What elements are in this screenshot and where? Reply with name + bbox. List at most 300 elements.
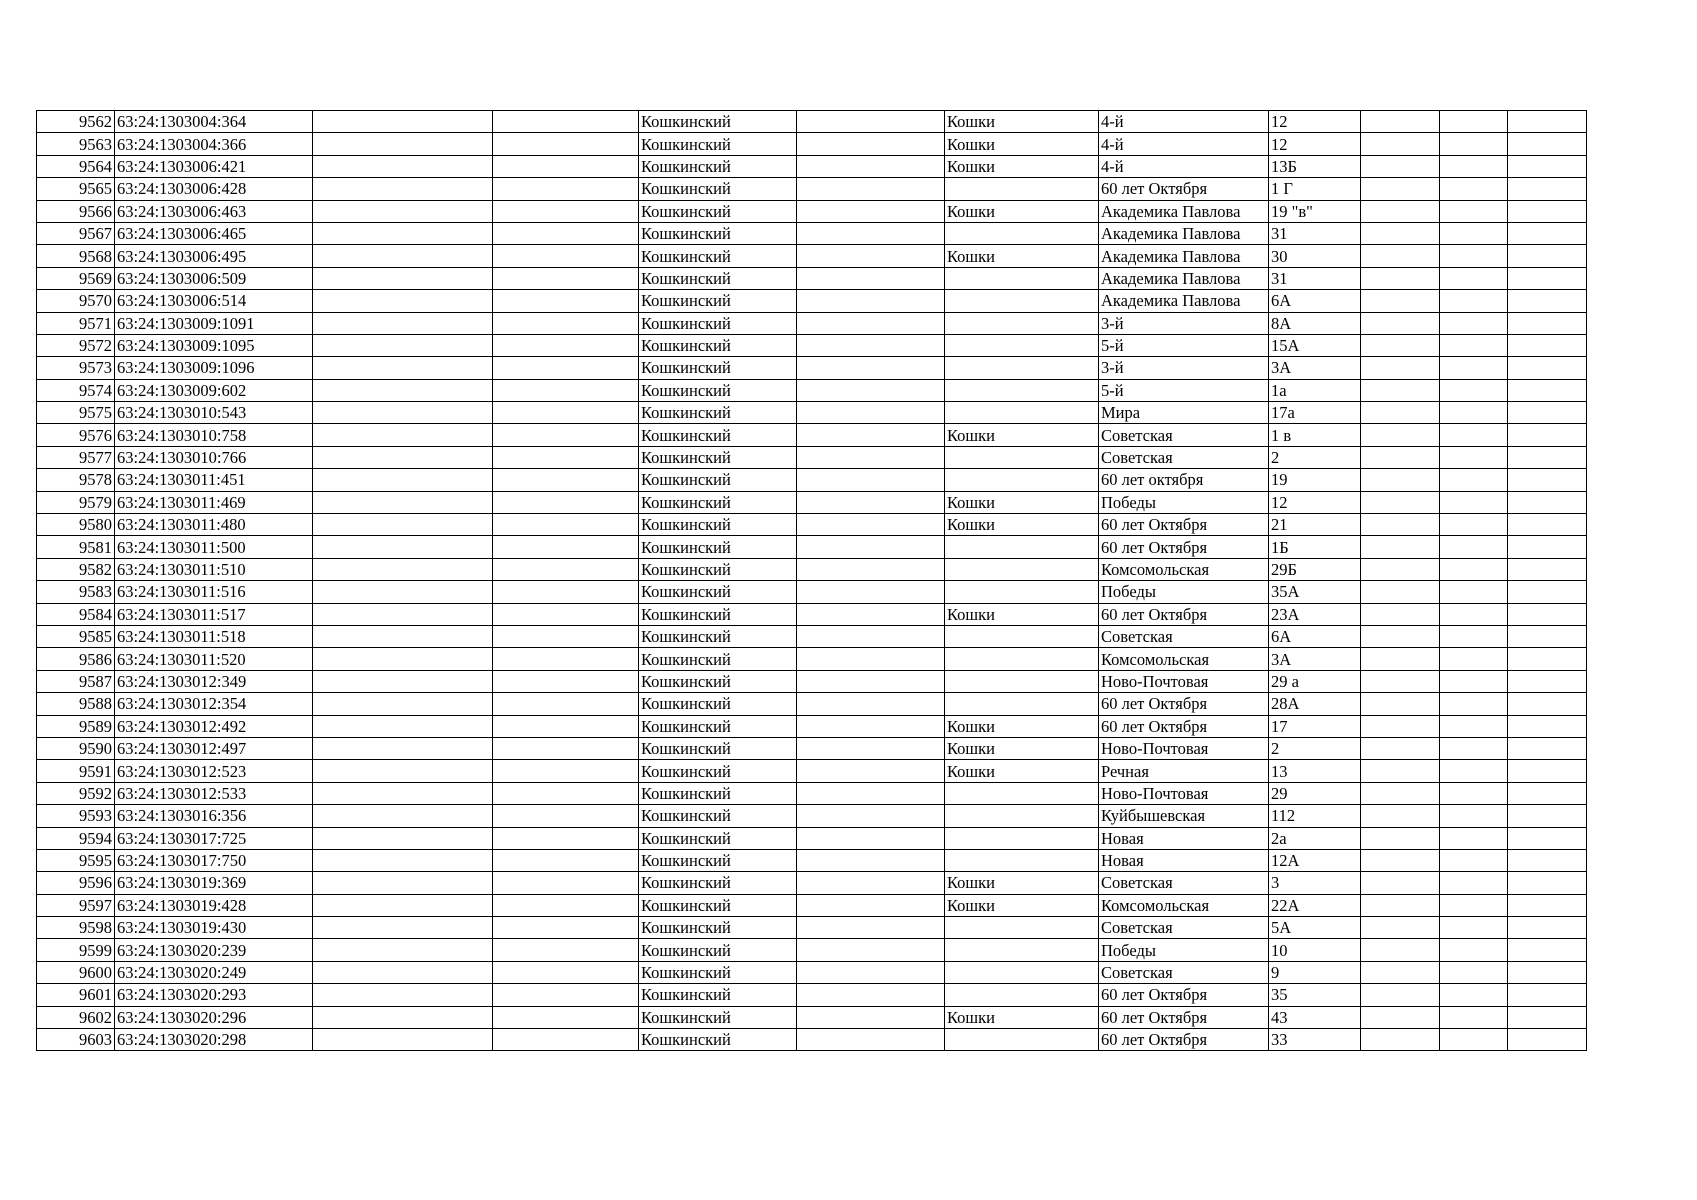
blank-cell-d-cell	[1361, 424, 1440, 446]
house-number-cell: 13	[1269, 760, 1361, 782]
blank-cell-e-cell	[1440, 1006, 1508, 1028]
blank-cell-d-cell	[1361, 111, 1440, 133]
blank-cell-e-cell	[1440, 111, 1508, 133]
blank-cell-f-cell	[1508, 737, 1587, 759]
cadastral-number-cell: 63:24:1303011:500	[115, 536, 313, 558]
street-cell: 4-й	[1099, 133, 1269, 155]
house-number-cell: 43	[1269, 1006, 1361, 1028]
house-number-cell: 6А	[1269, 625, 1361, 647]
blank-cell-c-cell	[797, 402, 945, 424]
district-cell: Кошкинский	[639, 133, 797, 155]
house-number-cell: 1Б	[1269, 536, 1361, 558]
blank-cell-f-cell	[1508, 200, 1587, 222]
district-cell: Кошкинский	[639, 648, 797, 670]
blank-cell-e-cell	[1440, 715, 1508, 737]
blank-cell-c-cell	[797, 446, 945, 468]
cadastral-number-cell: 63:24:1303012:523	[115, 760, 313, 782]
house-number-cell: 29Б	[1269, 558, 1361, 580]
house-number-cell: 17	[1269, 715, 1361, 737]
blank-cell-e-cell	[1440, 917, 1508, 939]
blank-cell-b-cell	[493, 670, 639, 692]
row-number-cell: 9567	[37, 222, 115, 244]
blank-cell-d-cell	[1361, 984, 1440, 1006]
row-number-cell: 9576	[37, 424, 115, 446]
street-cell: Ново-Почтовая	[1099, 782, 1269, 804]
street-cell: 60 лет Октября	[1099, 693, 1269, 715]
street-cell: 60 лет Октября	[1099, 984, 1269, 1006]
street-cell: 60 лет Октября	[1099, 603, 1269, 625]
blank-cell-b-cell	[493, 290, 639, 312]
blank-cell-e-cell	[1440, 290, 1508, 312]
blank-cell-e-cell	[1440, 939, 1508, 961]
blank-cell-a-cell	[313, 178, 493, 200]
blank-cell-b-cell	[493, 111, 639, 133]
row-number-cell: 9592	[37, 782, 115, 804]
street-cell: Ново-Почтовая	[1099, 737, 1269, 759]
table-row	[37, 581, 1587, 603]
house-number-cell: 8А	[1269, 312, 1361, 334]
blank-cell-d-cell	[1361, 782, 1440, 804]
blank-cell-b-cell	[493, 133, 639, 155]
street-cell: Комсомольская	[1099, 894, 1269, 916]
blank-cell-f-cell	[1508, 693, 1587, 715]
blank-cell-e-cell	[1440, 469, 1508, 491]
house-number-cell: 2	[1269, 446, 1361, 468]
settlement-cell	[945, 782, 1099, 804]
blank-cell-c-cell	[797, 805, 945, 827]
street-cell: 60 лет Октября	[1099, 514, 1269, 536]
settlement-cell	[945, 446, 1099, 468]
cadastral-number-cell: 63:24:1303009:602	[115, 379, 313, 401]
blank-cell-c-cell	[797, 581, 945, 603]
row-number-cell: 9585	[37, 625, 115, 647]
street-cell: 5-й	[1099, 379, 1269, 401]
blank-cell-e-cell	[1440, 245, 1508, 267]
district-cell: Кошкинский	[639, 111, 797, 133]
blank-cell-b-cell	[493, 245, 639, 267]
cadastral-number-cell: 63:24:1303020:293	[115, 984, 313, 1006]
house-number-cell: 30	[1269, 245, 1361, 267]
street-cell: 4-й	[1099, 155, 1269, 177]
table-row	[37, 402, 1587, 424]
street-cell: 60 лет Октября	[1099, 536, 1269, 558]
table-row	[37, 558, 1587, 580]
blank-cell-c-cell	[797, 469, 945, 491]
blank-cell-f-cell	[1508, 625, 1587, 647]
street-cell: 60 лет октября	[1099, 469, 1269, 491]
blank-cell-a-cell	[313, 312, 493, 334]
blank-cell-e-cell	[1440, 155, 1508, 177]
blank-cell-a-cell	[313, 379, 493, 401]
house-number-cell: 1а	[1269, 379, 1361, 401]
row-number-cell: 9595	[37, 849, 115, 871]
row-number-cell: 9582	[37, 558, 115, 580]
table-row	[37, 245, 1587, 267]
blank-cell-b-cell	[493, 581, 639, 603]
house-number-cell: 13Б	[1269, 155, 1361, 177]
blank-cell-b-cell	[493, 984, 639, 1006]
district-cell: Кошкинский	[639, 894, 797, 916]
blank-cell-f-cell	[1508, 222, 1587, 244]
blank-cell-e-cell	[1440, 446, 1508, 468]
blank-cell-a-cell	[313, 155, 493, 177]
street-cell: 3-й	[1099, 357, 1269, 379]
street-cell: Советская	[1099, 872, 1269, 894]
blank-cell-b-cell	[493, 178, 639, 200]
blank-cell-d-cell	[1361, 222, 1440, 244]
district-cell: Кошкинский	[639, 424, 797, 446]
district-cell: Кошкинский	[639, 558, 797, 580]
house-number-cell: 1 в	[1269, 424, 1361, 446]
blank-cell-f-cell	[1508, 469, 1587, 491]
row-number-cell: 9596	[37, 872, 115, 894]
house-number-cell: 31	[1269, 267, 1361, 289]
blank-cell-c-cell	[797, 760, 945, 782]
blank-cell-f-cell	[1508, 961, 1587, 983]
row-number-cell: 9588	[37, 693, 115, 715]
district-cell: Кошкинский	[639, 670, 797, 692]
settlement-cell: Кошки	[945, 760, 1099, 782]
district-cell: Кошкинский	[639, 984, 797, 1006]
blank-cell-d-cell	[1361, 670, 1440, 692]
row-number-cell: 9583	[37, 581, 115, 603]
house-number-cell: 35А	[1269, 581, 1361, 603]
blank-cell-d-cell	[1361, 715, 1440, 737]
blank-cell-b-cell	[493, 737, 639, 759]
house-number-cell: 12А	[1269, 849, 1361, 871]
house-number-cell: 35	[1269, 984, 1361, 1006]
blank-cell-a-cell	[313, 1029, 493, 1051]
district-cell: Кошкинский	[639, 155, 797, 177]
house-number-cell: 19 "в"	[1269, 200, 1361, 222]
house-number-cell: 5А	[1269, 917, 1361, 939]
settlement-cell	[945, 379, 1099, 401]
blank-cell-d-cell	[1361, 805, 1440, 827]
blank-cell-d-cell	[1361, 357, 1440, 379]
blank-cell-b-cell	[493, 379, 639, 401]
settlement-cell: Кошки	[945, 133, 1099, 155]
row-number-cell: 9581	[37, 536, 115, 558]
blank-cell-d-cell	[1361, 514, 1440, 536]
cadastral-number-cell: 63:24:1303011:451	[115, 469, 313, 491]
blank-cell-e-cell	[1440, 827, 1508, 849]
row-number-cell: 9589	[37, 715, 115, 737]
cadastral-number-cell: 63:24:1303019:430	[115, 917, 313, 939]
district-cell: Кошкинский	[639, 625, 797, 647]
table-row	[37, 715, 1587, 737]
row-number-cell: 9602	[37, 1006, 115, 1028]
table-row	[37, 290, 1587, 312]
cadastral-number-cell: 63:24:1303020:296	[115, 1006, 313, 1028]
blank-cell-d-cell	[1361, 737, 1440, 759]
district-cell: Кошкинский	[639, 760, 797, 782]
settlement-cell	[945, 312, 1099, 334]
street-cell: Советская	[1099, 961, 1269, 983]
settlement-cell	[945, 693, 1099, 715]
street-cell: Советская	[1099, 625, 1269, 647]
district-cell: Кошкинский	[639, 961, 797, 983]
settlement-cell	[945, 581, 1099, 603]
district-cell: Кошкинский	[639, 357, 797, 379]
blank-cell-d-cell	[1361, 603, 1440, 625]
cadastral-number-cell: 63:24:1303020:249	[115, 961, 313, 983]
blank-cell-c-cell	[797, 558, 945, 580]
settlement-cell	[945, 648, 1099, 670]
district-cell: Кошкинский	[639, 222, 797, 244]
street-cell: Куйбышевская	[1099, 805, 1269, 827]
blank-cell-c-cell	[797, 357, 945, 379]
house-number-cell: 17а	[1269, 402, 1361, 424]
row-number-cell: 9590	[37, 737, 115, 759]
blank-cell-f-cell	[1508, 267, 1587, 289]
house-number-cell: 3	[1269, 872, 1361, 894]
street-cell: Победы	[1099, 581, 1269, 603]
blank-cell-a-cell	[313, 581, 493, 603]
district-cell: Кошкинский	[639, 491, 797, 513]
house-number-cell: 15А	[1269, 334, 1361, 356]
blank-cell-a-cell	[313, 424, 493, 446]
settlement-cell	[945, 827, 1099, 849]
blank-cell-c-cell	[797, 715, 945, 737]
row-number-cell: 9594	[37, 827, 115, 849]
blank-cell-d-cell	[1361, 491, 1440, 513]
row-number-cell: 9573	[37, 357, 115, 379]
blank-cell-c-cell	[797, 200, 945, 222]
blank-cell-e-cell	[1440, 491, 1508, 513]
house-number-cell: 9	[1269, 961, 1361, 983]
district-cell: Кошкинский	[639, 917, 797, 939]
settlement-cell	[945, 984, 1099, 1006]
cadastral-number-cell: 63:24:1303010:543	[115, 402, 313, 424]
row-number-cell: 9568	[37, 245, 115, 267]
blank-cell-d-cell	[1361, 290, 1440, 312]
blank-cell-e-cell	[1440, 402, 1508, 424]
row-number-cell: 9603	[37, 1029, 115, 1051]
table-row	[37, 984, 1587, 1006]
table-row	[37, 849, 1587, 871]
district-cell: Кошкинский	[639, 805, 797, 827]
settlement-cell: Кошки	[945, 1006, 1099, 1028]
cadastral-number-cell: 63:24:1303016:356	[115, 805, 313, 827]
blank-cell-d-cell	[1361, 872, 1440, 894]
blank-cell-e-cell	[1440, 603, 1508, 625]
blank-cell-c-cell	[797, 178, 945, 200]
row-number-cell: 9564	[37, 155, 115, 177]
blank-cell-c-cell	[797, 491, 945, 513]
blank-cell-d-cell	[1361, 849, 1440, 871]
blank-cell-f-cell	[1508, 805, 1587, 827]
blank-cell-c-cell	[797, 245, 945, 267]
table-row	[37, 111, 1587, 133]
table-row	[37, 782, 1587, 804]
row-number-cell: 9570	[37, 290, 115, 312]
row-number-cell: 9597	[37, 894, 115, 916]
blank-cell-d-cell	[1361, 446, 1440, 468]
blank-cell-e-cell	[1440, 200, 1508, 222]
blank-cell-b-cell	[493, 625, 639, 647]
table-row	[37, 872, 1587, 894]
cadastral-number-cell: 63:24:1303010:766	[115, 446, 313, 468]
settlement-cell	[945, 961, 1099, 983]
table-row	[37, 939, 1587, 961]
blank-cell-a-cell	[313, 805, 493, 827]
blank-cell-c-cell	[797, 872, 945, 894]
blank-cell-a-cell	[313, 961, 493, 983]
blank-cell-b-cell	[493, 155, 639, 177]
settlement-cell: Кошки	[945, 894, 1099, 916]
district-cell: Кошкинский	[639, 1029, 797, 1051]
settlement-cell: Кошки	[945, 491, 1099, 513]
cadastral-number-cell: 63:24:1303011:517	[115, 603, 313, 625]
blank-cell-f-cell	[1508, 424, 1587, 446]
blank-cell-f-cell	[1508, 917, 1587, 939]
street-cell: Советская	[1099, 917, 1269, 939]
blank-cell-d-cell	[1361, 245, 1440, 267]
blank-cell-e-cell	[1440, 805, 1508, 827]
blank-cell-c-cell	[797, 312, 945, 334]
row-number-cell: 9586	[37, 648, 115, 670]
row-number-cell: 9565	[37, 178, 115, 200]
blank-cell-f-cell	[1508, 782, 1587, 804]
blank-cell-a-cell	[313, 782, 493, 804]
street-cell: Академика Павлова	[1099, 222, 1269, 244]
blank-cell-e-cell	[1440, 737, 1508, 759]
blank-cell-f-cell	[1508, 133, 1587, 155]
street-cell: 60 лет Октября	[1099, 178, 1269, 200]
row-number-cell: 9580	[37, 514, 115, 536]
district-cell: Кошкинский	[639, 827, 797, 849]
house-number-cell: 12	[1269, 111, 1361, 133]
settlement-cell	[945, 625, 1099, 647]
settlement-cell: Кошки	[945, 245, 1099, 267]
blank-cell-d-cell	[1361, 267, 1440, 289]
table-row	[37, 222, 1587, 244]
street-cell: Комсомольская	[1099, 648, 1269, 670]
settlement-cell	[945, 805, 1099, 827]
street-cell: Академика Павлова	[1099, 267, 1269, 289]
blank-cell-f-cell	[1508, 178, 1587, 200]
row-number-cell: 9591	[37, 760, 115, 782]
table-row	[37, 1029, 1587, 1051]
blank-cell-f-cell	[1508, 849, 1587, 871]
blank-cell-e-cell	[1440, 424, 1508, 446]
settlement-cell	[945, 334, 1099, 356]
blank-cell-e-cell	[1440, 558, 1508, 580]
street-cell: 60 лет Октября	[1099, 715, 1269, 737]
blank-cell-b-cell	[493, 424, 639, 446]
street-cell: Советская	[1099, 446, 1269, 468]
blank-cell-b-cell	[493, 939, 639, 961]
blank-cell-a-cell	[313, 1006, 493, 1028]
street-cell: 60 лет Октября	[1099, 1006, 1269, 1028]
blank-cell-a-cell	[313, 670, 493, 692]
house-number-cell: 3А	[1269, 648, 1361, 670]
blank-cell-e-cell	[1440, 357, 1508, 379]
blank-cell-a-cell	[313, 446, 493, 468]
cadastral-number-cell: 63:24:1303004:366	[115, 133, 313, 155]
table-row	[37, 693, 1587, 715]
cadastral-number-cell: 63:24:1303017:725	[115, 827, 313, 849]
blank-cell-a-cell	[313, 469, 493, 491]
cadastral-number-cell: 63:24:1303011:516	[115, 581, 313, 603]
street-cell: Мира	[1099, 402, 1269, 424]
blank-cell-c-cell	[797, 625, 945, 647]
street-cell: Новая	[1099, 827, 1269, 849]
blank-cell-b-cell	[493, 760, 639, 782]
table-row	[37, 446, 1587, 468]
street-cell: Ново-Почтовая	[1099, 670, 1269, 692]
blank-cell-e-cell	[1440, 536, 1508, 558]
blank-cell-b-cell	[493, 849, 639, 871]
blank-cell-f-cell	[1508, 648, 1587, 670]
cadastral-number-cell: 63:24:1303011:520	[115, 648, 313, 670]
cadastral-number-cell: 63:24:1303006:495	[115, 245, 313, 267]
table-row	[37, 1006, 1587, 1028]
blank-cell-f-cell	[1508, 379, 1587, 401]
blank-cell-d-cell	[1361, 155, 1440, 177]
cadastral-number-cell: 63:24:1303012:354	[115, 693, 313, 715]
blank-cell-a-cell	[313, 917, 493, 939]
blank-cell-e-cell	[1440, 1029, 1508, 1051]
blank-cell-b-cell	[493, 782, 639, 804]
table-row	[37, 178, 1587, 200]
row-number-cell: 9572	[37, 334, 115, 356]
cadastral-number-cell: 63:24:1303006:465	[115, 222, 313, 244]
blank-cell-b-cell	[493, 917, 639, 939]
blank-cell-b-cell	[493, 894, 639, 916]
settlement-cell: Кошки	[945, 603, 1099, 625]
blank-cell-b-cell	[493, 402, 639, 424]
district-cell: Кошкинский	[639, 446, 797, 468]
blank-cell-b-cell	[493, 648, 639, 670]
settlement-cell	[945, 222, 1099, 244]
blank-cell-a-cell	[313, 558, 493, 580]
blank-cell-c-cell	[797, 155, 945, 177]
settlement-cell	[945, 469, 1099, 491]
table-row	[37, 961, 1587, 983]
district-cell: Кошкинский	[639, 872, 797, 894]
blank-cell-d-cell	[1361, 648, 1440, 670]
blank-cell-c-cell	[797, 424, 945, 446]
table-row	[37, 670, 1587, 692]
blank-cell-f-cell	[1508, 670, 1587, 692]
district-cell: Кошкинский	[639, 782, 797, 804]
blank-cell-b-cell	[493, 715, 639, 737]
blank-cell-b-cell	[493, 357, 639, 379]
cadastral-number-cell: 63:24:1303006:421	[115, 155, 313, 177]
blank-cell-a-cell	[313, 872, 493, 894]
blank-cell-a-cell	[313, 894, 493, 916]
row-number-cell: 9578	[37, 469, 115, 491]
blank-cell-a-cell	[313, 715, 493, 737]
table-row	[37, 805, 1587, 827]
blank-cell-f-cell	[1508, 514, 1587, 536]
row-number-cell: 9563	[37, 133, 115, 155]
table-row	[37, 648, 1587, 670]
blank-cell-d-cell	[1361, 939, 1440, 961]
blank-cell-f-cell	[1508, 312, 1587, 334]
blank-cell-e-cell	[1440, 961, 1508, 983]
blank-cell-c-cell	[797, 1006, 945, 1028]
house-number-cell: 2а	[1269, 827, 1361, 849]
blank-cell-c-cell	[797, 290, 945, 312]
blank-cell-c-cell	[797, 917, 945, 939]
cadastral-number-cell: 63:24:1303006:514	[115, 290, 313, 312]
blank-cell-a-cell	[313, 648, 493, 670]
row-number-cell: 9566	[37, 200, 115, 222]
blank-cell-e-cell	[1440, 782, 1508, 804]
table-row	[37, 155, 1587, 177]
